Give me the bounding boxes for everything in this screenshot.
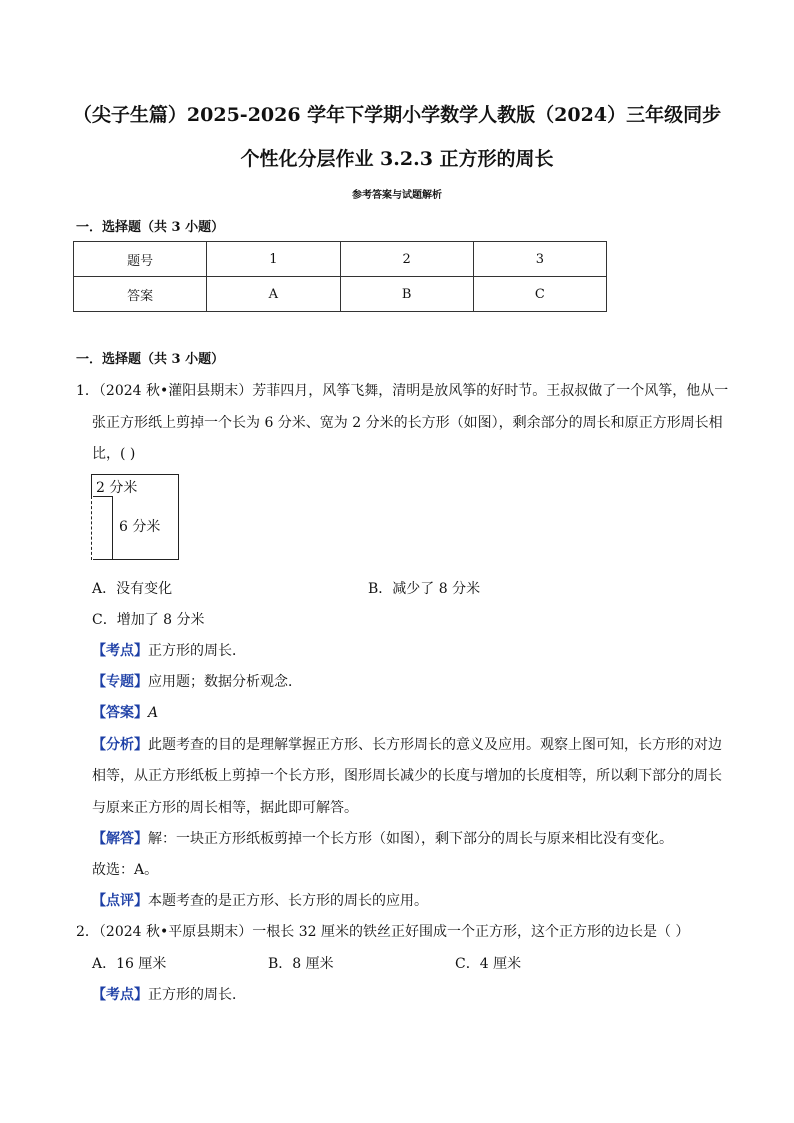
jieda-text: 解：一块正方形纸板剪掉一个长方形（如图），剩下部分的周长与原来相比没有变化。	[148, 831, 673, 847]
kaodian-tag: 【考点】	[92, 987, 148, 1003]
q1-dianping	[92, 890, 428, 910]
subtitle: 参考答案与试题解析	[352, 190, 442, 201]
q1-option-a: A．没有变化	[92, 581, 173, 597]
q1-fenxi-line-2: 相等，从正方形纸板上剪掉一个长方形，图形周长减少的长度与增加的长度相等，所以剩下部分的周长	[92, 768, 722, 784]
q2-option-b: B．8 厘米	[268, 956, 334, 972]
table-cell: A	[207, 277, 340, 312]
kaodian-text: 正方形的周长．	[148, 643, 246, 659]
q1-daan	[92, 702, 158, 722]
daan-tag: 【答案】	[92, 705, 148, 721]
table-cell: 答案	[74, 277, 207, 312]
zhuanti-text: 应用题；数据分析观念．	[148, 674, 302, 690]
q1-option-b: B．减少了 8 分米	[368, 581, 481, 597]
label-2dm: 2 分米	[96, 480, 138, 496]
jieda-tag: 【解答】	[92, 831, 148, 847]
kaodian-tag: 【考点】	[92, 643, 148, 659]
q1-figure	[91, 474, 179, 560]
section-heading-2: 一．选择题（共 3 小题）	[76, 352, 225, 367]
label-6dm: 6 分米	[119, 519, 161, 535]
cut-rectangle	[91, 496, 113, 560]
zhuanti-tag: 【专题】	[92, 674, 148, 690]
q2-kaodian	[92, 984, 246, 1004]
q1-zhuanti	[92, 671, 302, 691]
q1-stem-line-3: 比，( )	[92, 446, 136, 462]
table-row	[74, 277, 607, 312]
answer-table	[73, 241, 607, 312]
q1-stem-line-1: 1．（2024 秋•灌阳县期末）芳菲四月，风筝飞舞，清明是放风筝的好时节。王叔叔做了一个风筝，他从一	[76, 383, 729, 399]
title-line-1: （尖子生篇）2025-2026 学年下学期小学数学人教版（2024）三年级同步	[72, 104, 722, 126]
q2-stem-line-1: 2．（2024 秋•平原县期末）一根长 32 厘米的铁丝正好围成一个正方形，这个正方形的边长是（ ）	[76, 924, 690, 940]
table-cell: 2	[340, 242, 473, 277]
dashed-edge	[91, 496, 93, 560]
q1-option-c: C．增加了 8 分米	[92, 612, 205, 628]
table-cell: C	[473, 277, 606, 312]
table-cell: 1	[207, 242, 340, 277]
section-heading-1: 一．选择题（共 3 小题）	[76, 220, 225, 235]
table-cell: 3	[473, 242, 606, 277]
title-line-2: 个性化分层作业 3.2.3 正方形的周长	[240, 148, 554, 170]
table-cell: 题号	[74, 242, 207, 277]
table-row	[74, 242, 607, 277]
daan-text: A	[148, 705, 159, 721]
fenxi-text: 此题考查的目的是理解掌握正方形、长方形周长的意义及应用。观察上图可知，长方形的对边	[148, 737, 722, 753]
dianping-text: 本题考查的是正方形、长方形的周长的应用。	[148, 893, 428, 909]
dianping-tag: 【点评】	[92, 893, 148, 909]
kaodian-text: 正方形的周长．	[148, 987, 246, 1003]
table-cell: B	[340, 277, 473, 312]
q1-jieda	[92, 828, 673, 848]
fenxi-tag: 【分析】	[92, 737, 148, 753]
q1-stem-line-2: 张正方形纸上剪掉一个长为 6 分米、宽为 2 分米的长方形（如图），剩余部分的周长和原正方形周长相	[92, 415, 723, 431]
q1-fenxi-line-1	[92, 734, 722, 754]
q1-guxuan: 故选：A。	[92, 862, 159, 878]
q2-option-c: C．4 厘米	[455, 956, 522, 972]
q1-fenxi-line-3: 与原来正方形的周长相等，据此即可解答。	[92, 800, 358, 816]
q2-option-a: A．16 厘米	[92, 956, 167, 972]
q1-kaodian	[92, 640, 246, 660]
